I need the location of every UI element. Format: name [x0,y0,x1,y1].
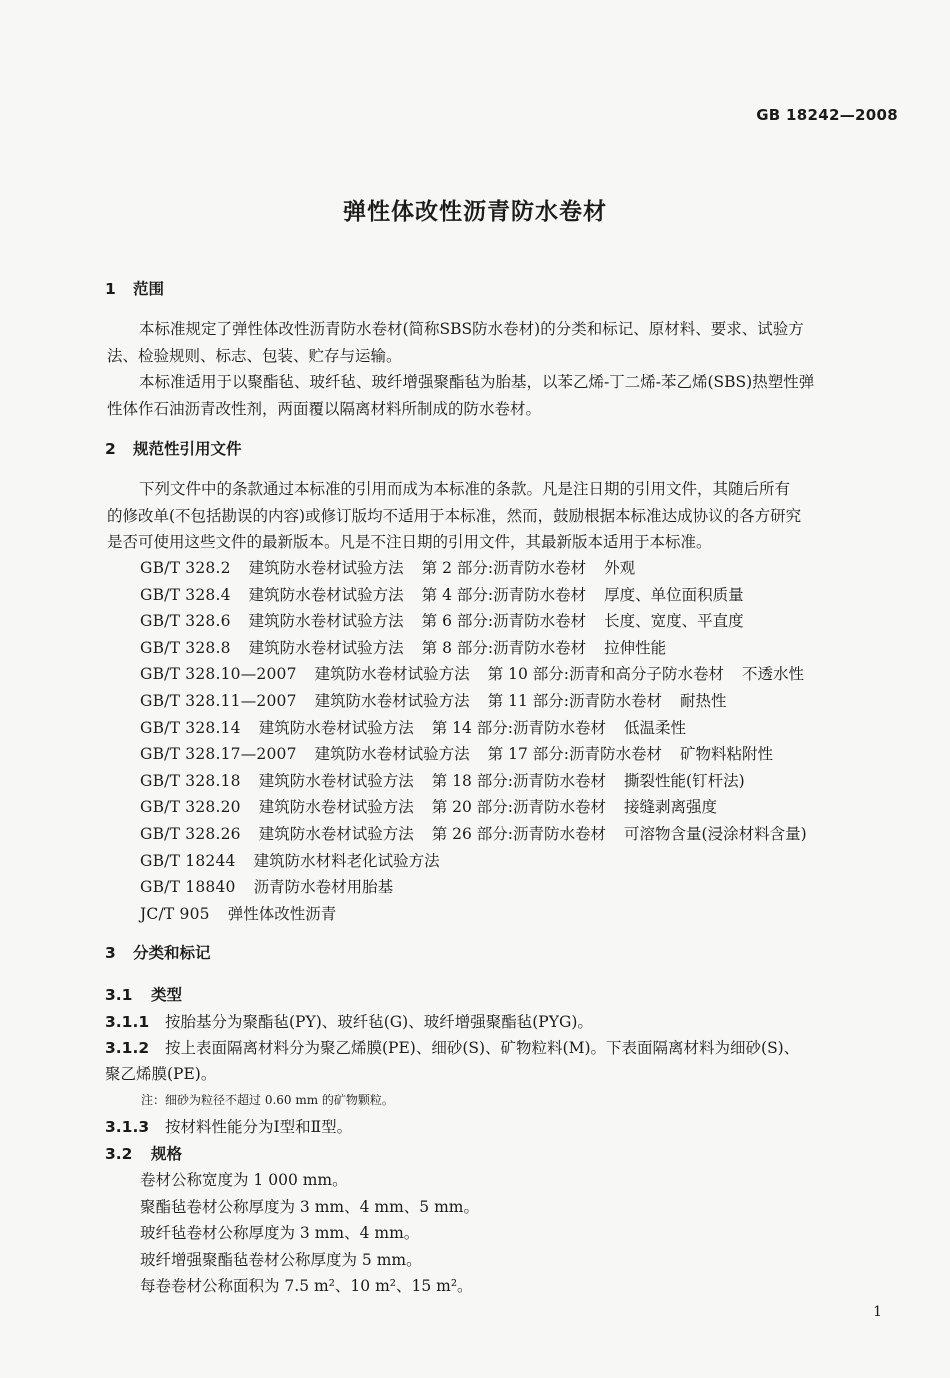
section-title: 分类和标记 [133,944,211,962]
reference-item [140,742,773,764]
reference-subject: 不透水性 [741,665,804,684]
reference-subject: 低温柔性 [624,718,687,737]
reference-part: 第 10 部分:沥青和高分子防水卷材 [487,665,724,684]
clause-3-2 [105,1142,182,1164]
reference-title: 建筑防水卷材试验方法 [248,638,404,657]
standard-number: GB 18242—2008 [756,106,898,124]
clause-heading: 类型 [151,986,183,1004]
reference-title: 建筑防水卷材试验方法 [314,692,470,710]
reference-item [140,902,336,924]
reference-code: GB/T 18244 [140,851,236,870]
reference-code: GB/T 328.8 [140,638,231,657]
paragraph-line: 本标准规定了弹性体改性沥青防水卷材(简称SBS防水卷材)的分类和标记、原材料、要求、试验方 [139,320,804,338]
section-title: 规范性引用文件 [133,440,242,458]
section-2-heading [105,437,242,459]
reference-title: 建筑防水卷材试验方法 [258,825,414,843]
reference-item [140,583,744,605]
reference-part: 第 6 部分:沥青防水卷材 [421,612,587,631]
reference-code: GB/T 328.11—2007 [140,692,297,710]
reference-item [140,609,744,631]
section-number: 3 [105,944,116,962]
reference-title: 建筑防水卷材试验方法 [248,559,404,577]
reference-title: 建筑防水卷材试验方法 [248,612,404,631]
clause-number: 3.1.3 [105,1118,150,1136]
reference-item [140,875,393,897]
reference-subject: 接缝剥离强度 [624,798,718,817]
reference-part: 第 2 部分:沥青防水卷材 [421,559,587,577]
reference-code: GB/T 328.20 [140,798,241,817]
paragraph-line: 性体作石油沥青改性剂，两面覆以隔离材料所制成的防水卷材。 [107,399,542,418]
reference-subject: 拉伸性能 [604,638,667,657]
reference-subject: 耐热性 [679,692,727,710]
reference-part: 第 20 部分:沥青防水卷材 [431,798,607,817]
reference-code: GB/T 18840 [140,878,236,897]
reference-part: 第 26 部分:沥青防水卷材 [431,825,607,843]
reference-title: 建筑防水卷材试验方法 [314,745,470,764]
reference-code: GB/T 328.2 [140,559,231,577]
clause-text: 按材料性能分为Ⅰ型和Ⅱ型。 [165,1118,353,1136]
reference-title: 建筑防水卷材试验方法 [258,771,414,790]
section-3-heading [105,941,211,963]
section-1-heading [105,277,164,299]
reference-item [140,769,745,791]
reference-subject: 可溶物含量(浸涂材料含量) [624,825,807,843]
reference-subject: 外观 [604,559,636,577]
clause-text: 按胎基分为聚酯毡(PY)、玻纤毡(G)、玻纤增强聚酯毡(PYG)。 [165,1013,593,1031]
clause-number: 3.1 [105,986,133,1004]
note: 注：细砂为粒径不超过 0.60 mm 的矿物颗粒。 [141,1093,394,1107]
page-number: 1 [873,1304,882,1320]
reference-part: 第 18 部分:沥青防水卷材 [431,771,607,790]
clause-text: 按上表面隔离材料分为聚乙烯膜(PE)、细砂(S)、矿物粒料(M)。下表面隔离材料为细砂(S)、 [165,1039,800,1057]
reference-title: 建筑防水卷材试验方法 [248,585,404,604]
section-2-intro [107,476,897,556]
reference-item [140,636,666,658]
reference-code: GB/T 328.26 [140,825,241,843]
reference-item [140,556,635,578]
clause-number: 3.1.1 [105,1013,150,1031]
clause-number: 3.1.2 [105,1039,150,1057]
reference-part: 第 14 部分:沥青防水卷材 [431,718,607,737]
reference-title: 沥青防水卷材用胎基 [253,878,394,897]
paragraph-line: 法、检验规则、标志、包装、贮存与运输。 [107,346,402,365]
reference-subject: 矿物料粘附性 [679,745,773,764]
reference-title: 建筑防水卷材试验方法 [314,665,470,684]
reference-item [140,849,440,871]
section-1-paragraph-1 [107,316,897,369]
reference-part: 第 8 部分:沥青防水卷材 [421,638,587,657]
reference-title: 建筑防水材料老化试验方法 [253,851,440,870]
reference-title: 建筑防水卷材试验方法 [258,798,414,817]
reference-part: 第 4 部分:沥青防水卷材 [421,585,587,604]
page-title: 弹性体改性沥青防水卷材 [343,199,607,225]
reference-subject: 厚度、单位面积质量 [604,585,744,604]
clause-heading: 规格 [151,1145,183,1163]
reference-part: 第 17 部分:沥青防水卷材 [487,745,662,764]
section-title: 范围 [133,280,165,298]
clause-3-1-1 [105,1010,593,1032]
reference-part: 第 11 部分:沥青防水卷材 [487,692,662,710]
reference-item [140,662,804,684]
clause-3-1-2-continued [105,1062,216,1084]
spec-line: 卷材公称宽度为 1 000 mm。 [140,1171,348,1189]
reference-item [140,822,807,844]
reference-code: GB/T 328.14 [140,718,241,737]
spec-line: 玻纤毡卷材公称厚度为 3 mm、4 mm。 [140,1224,420,1242]
reference-code: GB/T 328.18 [140,771,241,790]
clause-3-1 [105,983,182,1005]
paragraph-line: 的修改单(不包括勘误的内容)或修订版均不适用于本标准，然而，鼓励根据本标准达成协议的各方研究 [107,506,802,525]
reference-subject: 长度、宽度、平直度 [604,612,744,631]
reference-code: GB/T 328.17—2007 [140,745,297,764]
paragraph-line: 下列文件中的条款通过本标准的引用而成为本标准的条款。凡是注日期的引用文件，其随后所有 [139,480,791,498]
clause-3-1-3 [105,1115,352,1137]
reference-code: GB/T 328.10—2007 [140,665,297,684]
reference-subject: 撕裂性能(钉杆法) [624,771,745,790]
section-number: 2 [105,440,116,458]
section-number: 1 [105,280,116,298]
spec-line: 每卷卷材公称面积为 7.5 m²、10 m²、15 m²。 [140,1277,473,1295]
paragraph-line: 是否可使用这些文件的最新版本。凡是不注日期的引用文件，其最新版本适用于本标准。 [107,533,712,551]
reference-title: 弹性体改性沥青 [227,904,337,923]
spec-line: 玻纤增强聚酯毡卷材公称厚度为 5 mm。 [140,1251,422,1269]
reference-title: 建筑防水卷材试验方法 [258,718,414,737]
clause-number: 3.2 [105,1145,133,1163]
spec-line: 聚酯毡卷材公称厚度为 3 mm、4 mm、5 mm。 [140,1198,479,1216]
reference-code: JC/T 905 [140,904,210,923]
paragraph-line: 本标准适用于以聚酯毡、玻纤毡、玻纤增强聚酯毡为胎基，以苯乙烯-丁二烯-苯乙烯(SBS)热塑性弹 [139,373,815,391]
reference-item [140,716,686,738]
reference-code: GB/T 328.6 [140,612,231,631]
clause-text: 聚乙烯膜(PE)。 [105,1065,217,1083]
reference-item [140,689,727,711]
section-1-paragraph-2 [107,369,897,422]
clause-3-1-2 [105,1036,799,1058]
reference-code: GB/T 328.4 [140,585,231,604]
reference-item [140,795,717,817]
